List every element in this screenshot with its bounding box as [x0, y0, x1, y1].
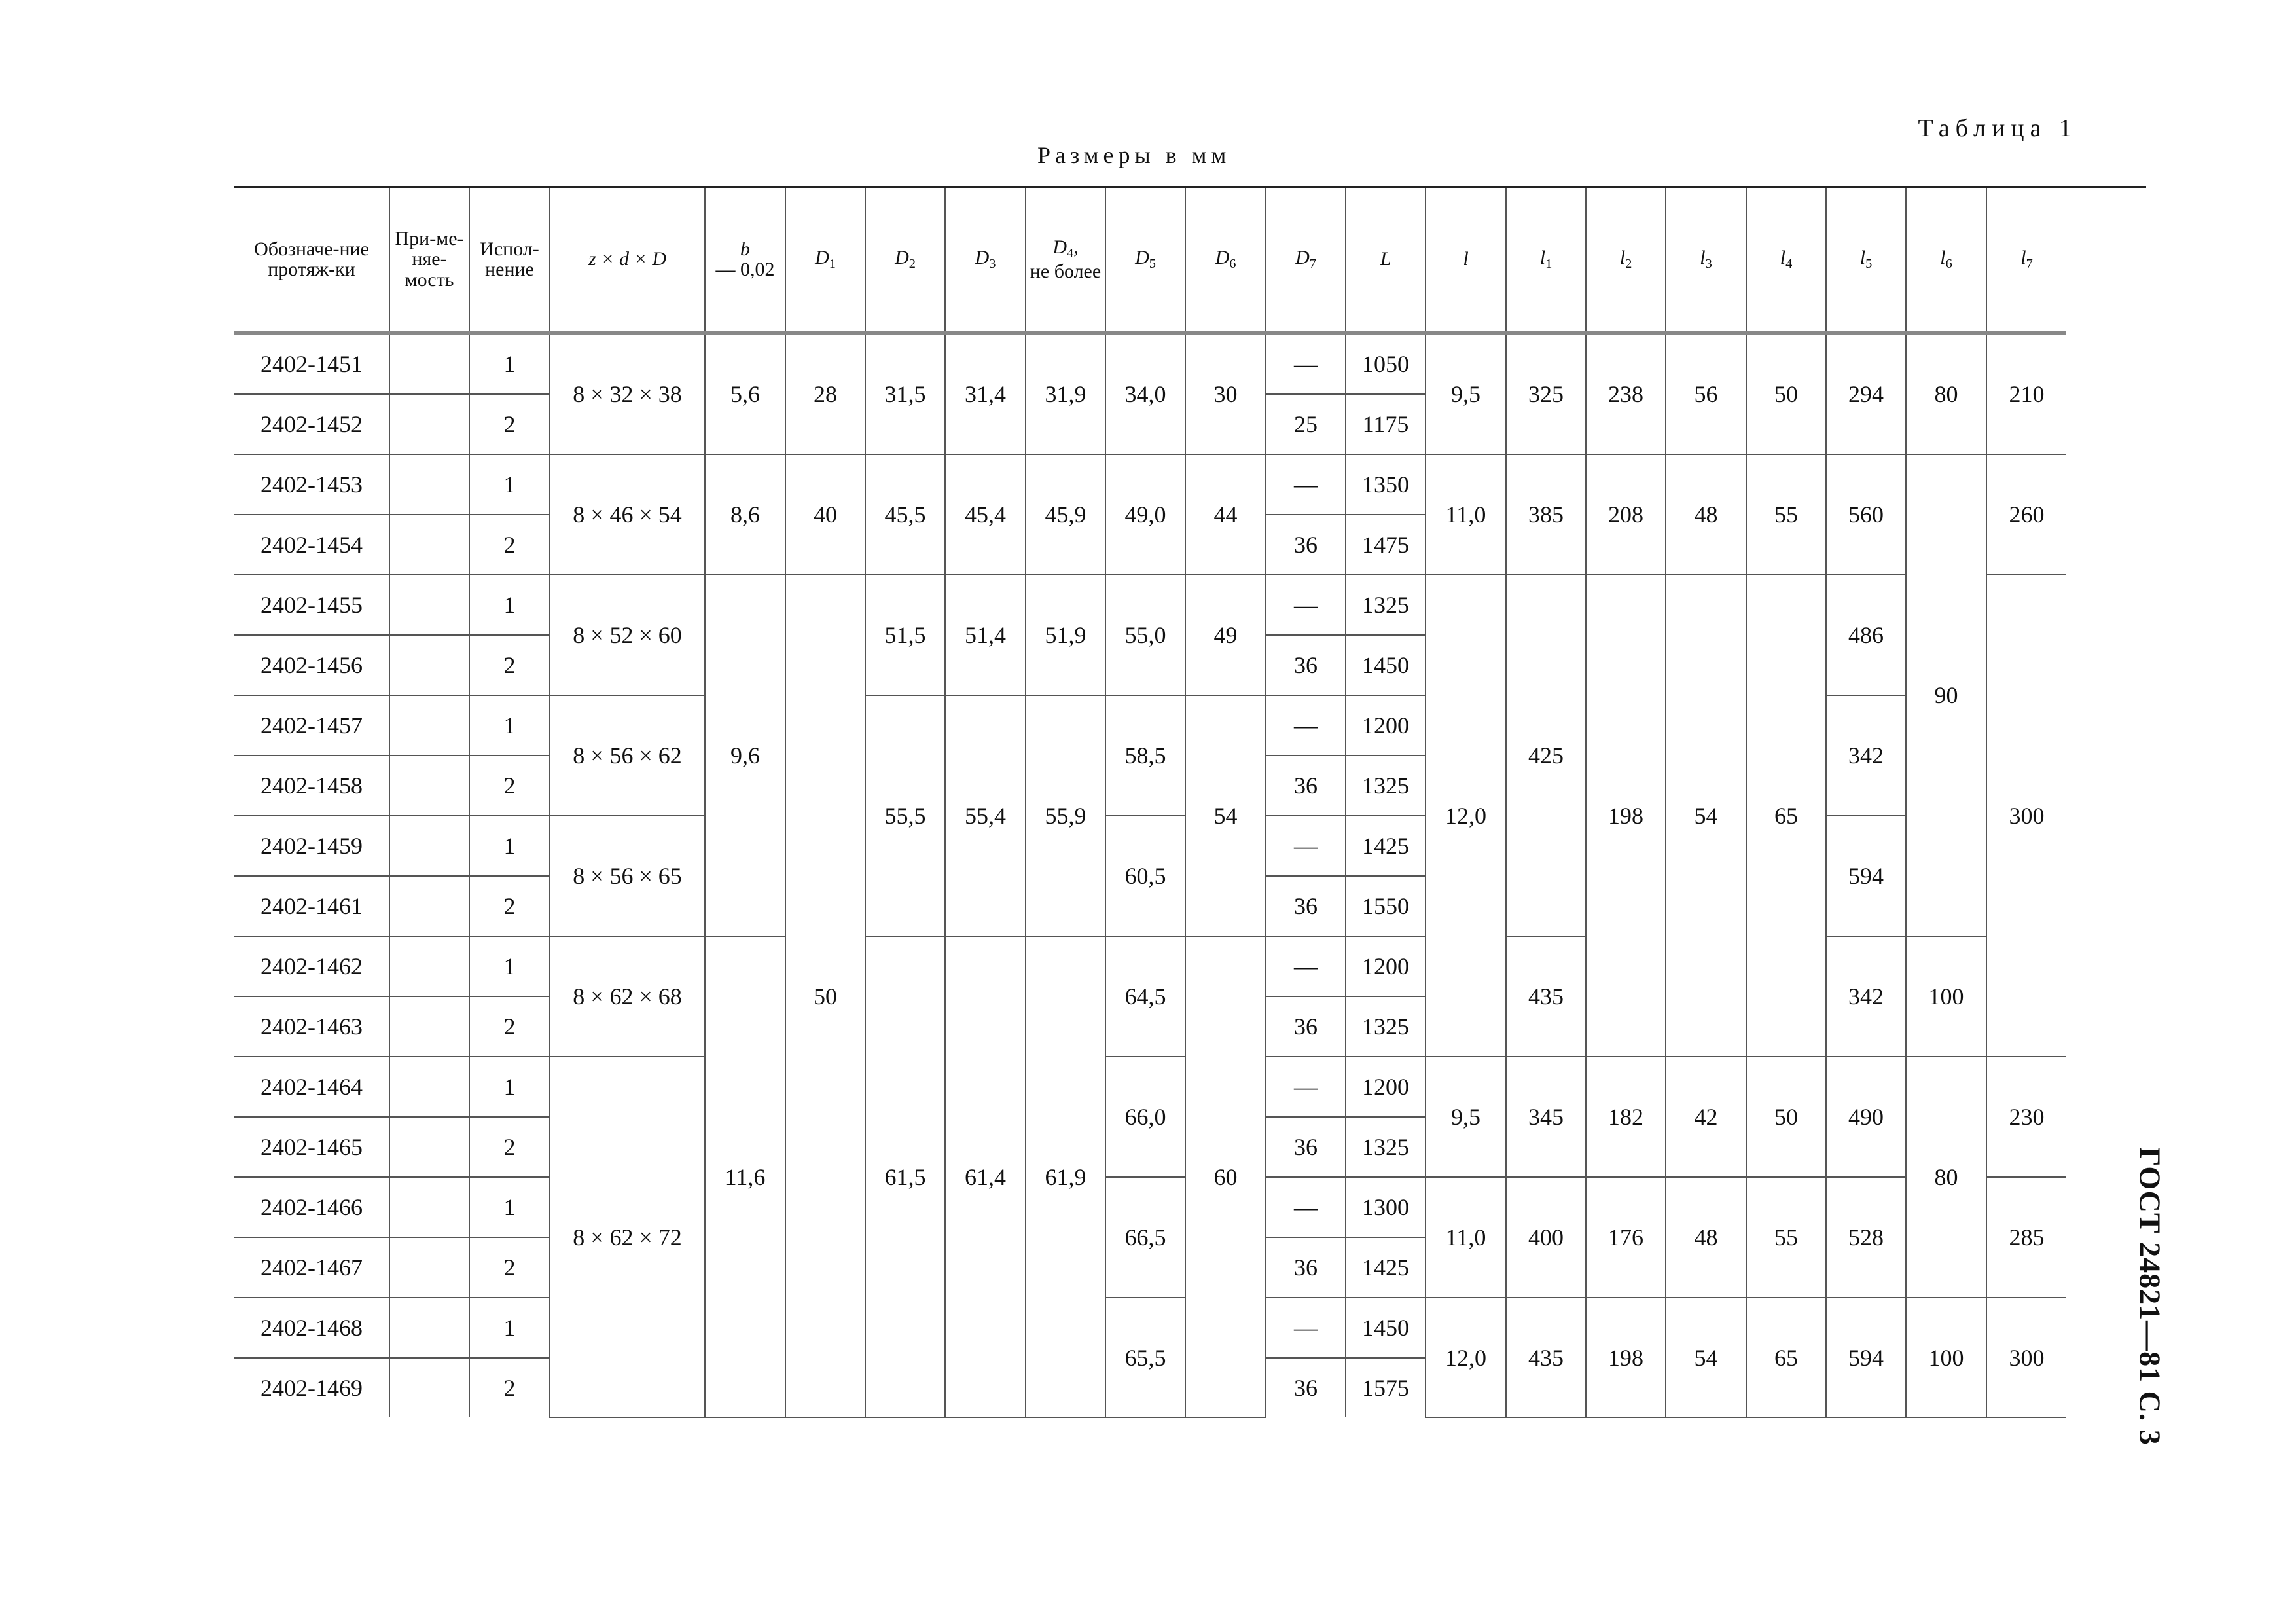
D7-cell: 36 [1266, 1117, 1346, 1177]
l6-cell: 100 [1906, 936, 1986, 1057]
header-D4-note: не более [1030, 260, 1102, 282]
D5-cell: 64,5 [1105, 936, 1185, 1057]
D4-cell: 55,9 [1026, 695, 1105, 936]
l4-cell: 55 [1746, 1177, 1826, 1298]
D6-cell: 49 [1185, 575, 1266, 695]
L-cell: 1350 [1346, 454, 1426, 515]
header-l1 [1506, 187, 1586, 333]
header-D3-symbol: D [975, 246, 990, 268]
D7-cell: — [1266, 936, 1346, 996]
applicability-cell [389, 816, 469, 876]
D7-cell: — [1266, 575, 1346, 635]
l6-cell: 80 [1906, 333, 1986, 454]
l2-cell: 198 [1586, 1298, 1666, 1417]
l7-cell: 230 [1986, 1057, 2066, 1177]
designation-cell: 2402-1463 [234, 996, 389, 1057]
D7-cell: 36 [1266, 515, 1346, 575]
l7-cell: 285 [1986, 1177, 2066, 1298]
l1-cell: 435 [1506, 1298, 1586, 1417]
l6-cell: 90 [1906, 454, 1986, 936]
l2-cell: 238 [1586, 333, 1666, 454]
l3-cell: 54 [1666, 575, 1746, 1057]
header-l7 [1986, 187, 2066, 333]
table-row [234, 575, 2146, 635]
l5-cell: 486 [1826, 575, 1906, 695]
l4-cell: 65 [1746, 1298, 1826, 1417]
D5-cell: 55,0 [1105, 575, 1185, 695]
designation-cell: 2402-1451 [234, 333, 389, 394]
version-cell: 2 [469, 876, 550, 936]
version-cell: 1 [469, 816, 550, 876]
l3-cell: 54 [1666, 1298, 1746, 1417]
header-D1 [785, 187, 865, 333]
D7-cell: 25 [1266, 394, 1346, 454]
header-D4: $D_4$, не более [1026, 187, 1105, 333]
l1-cell: 385 [1506, 454, 1586, 575]
l-cell: 12,0 [1426, 575, 1506, 1057]
L-cell: 1325 [1346, 996, 1426, 1057]
header-D7 [1266, 187, 1346, 333]
standard-code-text: ГОСТ 24821—81 С. 3 [2133, 1147, 2167, 1446]
D2-cell: 31,5 [865, 333, 945, 454]
l5-cell: 560 [1826, 454, 1906, 575]
units-caption: Размеры в мм [1037, 142, 1231, 168]
D5-cell: 34,0 [1105, 333, 1185, 454]
D3-cell: 61,4 [945, 936, 1026, 1417]
designation-cell: 2402-1462 [234, 936, 389, 996]
version-cell: 1 [469, 695, 550, 756]
designation-cell: 2402-1458 [234, 756, 389, 816]
L-cell: 1425 [1346, 816, 1426, 876]
zdD-cell: 8 × 56 × 62 [550, 695, 705, 816]
D6-cell: 54 [1185, 695, 1266, 936]
l4-cell: 65 [1746, 575, 1826, 1057]
D4-cell: 31,9 [1026, 333, 1105, 454]
D3-cell: 51,4 [945, 575, 1026, 695]
zdD-cell: 8 × 56 × 65 [550, 816, 705, 936]
header-D6 [1185, 187, 1266, 333]
applicability-cell [389, 515, 469, 575]
l2-cell: 176 [1586, 1177, 1666, 1298]
l5-cell: 342 [1826, 936, 1906, 1057]
header-D1-subscript: 1 [829, 256, 836, 271]
header-l1-symbol: l [1539, 246, 1546, 268]
l-cell: 9,5 [1426, 333, 1506, 454]
applicability-cell [389, 936, 469, 996]
D4-cell: 45,9 [1026, 454, 1105, 575]
applicability-cell [389, 635, 469, 695]
l3-cell: 56 [1666, 333, 1746, 454]
l4-cell: 50 [1746, 1057, 1826, 1177]
designation-cell: 2402-1453 [234, 454, 389, 515]
l3-cell: 48 [1666, 1177, 1746, 1298]
l-cell: 12,0 [1426, 1298, 1506, 1417]
b-cell: 11,6 [705, 936, 785, 1417]
applicability-cell [389, 996, 469, 1057]
version-cell: 2 [469, 996, 550, 1057]
l-cell: 11,0 [1426, 454, 1506, 575]
table-row [234, 695, 2146, 756]
applicability-cell [389, 454, 469, 515]
header-l3 [1666, 187, 1746, 333]
header-l6-subscript: 6 [1945, 256, 1952, 271]
b-cell: 8,6 [705, 454, 785, 575]
L-cell: 1475 [1346, 515, 1426, 575]
designation-cell: 2402-1464 [234, 1057, 389, 1117]
header-l4 [1746, 187, 1826, 333]
l4-cell: 55 [1746, 454, 1826, 575]
L-cell: 1575 [1346, 1358, 1426, 1417]
header-applicability: При-ме-няе-мость [389, 187, 469, 333]
designation-cell: 2402-1454 [234, 515, 389, 575]
applicability-cell [389, 695, 469, 756]
header-D2 [865, 187, 945, 333]
version-cell: 1 [469, 575, 550, 635]
l-cell: 9,5 [1426, 1057, 1506, 1177]
table-row [234, 454, 2146, 515]
designation-cell: 2402-1467 [234, 1237, 389, 1298]
header-b-symbol: b [740, 238, 750, 260]
table-row [234, 333, 2146, 394]
L-cell: 1550 [1346, 876, 1426, 936]
D7-cell: — [1266, 454, 1346, 515]
header-l7-symbol: l [2020, 246, 2026, 268]
l1-cell: 425 [1506, 575, 1586, 936]
l2-cell: 198 [1586, 575, 1666, 1057]
D6-cell: 44 [1185, 454, 1266, 575]
designation-cell: 2402-1469 [260, 1375, 363, 1401]
D2-cell: 51,5 [865, 575, 945, 695]
D5-cell: 65,5 [1105, 1298, 1185, 1417]
D2-cell: 61,5 [865, 936, 945, 1417]
D7-cell: — [1266, 816, 1346, 876]
header-D6-subscript: 6 [1229, 256, 1236, 271]
header-l5-symbol: l [1859, 246, 1866, 268]
header-l2-subscript: 2 [1625, 256, 1632, 271]
designation-cell: 2402-1455 [234, 575, 389, 635]
D3-cell: 31,4 [945, 333, 1026, 454]
header-D7-subscript: 7 [1309, 256, 1316, 271]
header-D2-subscript: 2 [908, 256, 916, 271]
version-cell: 1 [469, 1298, 550, 1358]
D7-cell: — [1266, 333, 1346, 394]
version-cell: 2 [469, 515, 550, 575]
header-D5-symbol: D [1135, 246, 1149, 268]
version-cell: 2 [469, 1237, 550, 1298]
header-D7-symbol: D [1295, 246, 1310, 268]
l7-cell: 210 [1986, 333, 2066, 454]
header-l6 [1906, 187, 1986, 333]
D1-cell: 50 [785, 575, 865, 1417]
L-cell: 1425 [1346, 1237, 1426, 1298]
D7-cell: — [1266, 1298, 1346, 1358]
version-cell: 1 [469, 1057, 550, 1117]
D6-cell: 60 [1185, 936, 1266, 1417]
version-cell: 2 [469, 1117, 550, 1177]
l2-cell: 182 [1586, 1057, 1666, 1177]
dimensions-table [234, 186, 2146, 1418]
header-D5-subscript: 5 [1149, 256, 1156, 271]
D6-cell: 30 [1185, 333, 1266, 454]
header-row [234, 187, 2146, 333]
l1-cell: 435 [1506, 936, 1586, 1057]
D1-cell: 40 [785, 454, 865, 575]
header-l5-subscript: 5 [1865, 256, 1873, 271]
version-cell: 2 [469, 394, 550, 454]
D7-cell: 36 [1266, 876, 1346, 936]
header-D3 [945, 187, 1026, 333]
L-cell: 1200 [1346, 936, 1426, 996]
header-designation: Обозначе-ние протяж-ки [234, 187, 389, 333]
L-cell: 1450 [1346, 1298, 1426, 1358]
l5-cell: 294 [1826, 333, 1906, 454]
l5-cell: 490 [1826, 1057, 1906, 1177]
header-l6-symbol: l [1940, 246, 1946, 268]
header-l2 [1586, 187, 1666, 333]
header-D3-subscript: 3 [989, 256, 996, 271]
D5-cell: 66,0 [1105, 1057, 1185, 1177]
l5-cell: 342 [1826, 695, 1906, 816]
D5-cell: 66,5 [1105, 1177, 1185, 1298]
l1-cell: 400 [1506, 1177, 1586, 1298]
version-cell: 1 [469, 333, 550, 394]
D3-cell: 55,4 [945, 695, 1026, 936]
applicability-cell [389, 333, 469, 394]
b-cell: 9,6 [705, 575, 785, 936]
l6-cell: 80 [1906, 1057, 1986, 1298]
l2-cell: 208 [1586, 454, 1666, 575]
header-b-tolerance: — 0,02 [715, 259, 775, 280]
header-l4-symbol: l [1780, 246, 1786, 268]
designation-cell: 2402-1468 [234, 1298, 389, 1358]
applicability-cell [389, 394, 469, 454]
header-l5 [1826, 187, 1906, 333]
header-D4-subscript: 4 [1066, 246, 1074, 261]
l7-cell: 300 [1986, 1298, 2066, 1417]
L-cell: 1325 [1346, 1117, 1426, 1177]
designation-cell: 2402-1457 [234, 695, 389, 756]
version-cell: 2 [469, 635, 550, 695]
b-cell: 5,6 [705, 333, 785, 454]
D5-cell: 49,0 [1105, 454, 1185, 575]
header-l7-subscript: 7 [2026, 256, 2033, 271]
L-cell: 1325 [1346, 756, 1426, 816]
l1-cell: 325 [1506, 333, 1586, 454]
header-D1-symbol: D [815, 246, 829, 268]
D7-cell: — [1266, 1177, 1346, 1237]
applicability-cell [389, 1177, 469, 1237]
l5-cell: 594 [1826, 1298, 1906, 1417]
header-D4-symbol: D [1052, 236, 1067, 258]
zdD-cell: 8 × 62 × 72 [550, 1057, 705, 1417]
D4-cell: 51,9 [1026, 575, 1105, 695]
designation-cell: 2402-1466 [234, 1177, 389, 1237]
D5-cell: 60,5 [1105, 816, 1185, 936]
l-cell: 11,0 [1426, 1177, 1506, 1298]
D3-cell: 45,4 [945, 454, 1026, 575]
L-cell: 1450 [1346, 635, 1426, 695]
D7-cell: 36 [1266, 996, 1346, 1057]
version-cell: 1 [469, 936, 550, 996]
header-l: l [1426, 187, 1506, 333]
D7-cell: 36 [1266, 635, 1346, 695]
L-cell: 1300 [1346, 1177, 1426, 1237]
applicability-cell [389, 1117, 469, 1177]
l3-cell: 48 [1666, 454, 1746, 575]
L-cell: 1200 [1346, 1057, 1426, 1117]
l4-cell: 50 [1746, 333, 1826, 454]
designation-cell: 2402-1459 [234, 816, 389, 876]
zdD-cell: 8 × 46 × 54 [550, 454, 705, 575]
header-l1-subscript: 1 [1545, 256, 1552, 271]
D7-cell: — [1266, 1057, 1346, 1117]
l3-cell: 42 [1666, 1057, 1746, 1177]
D7-cell: — [1266, 695, 1346, 756]
D5-cell: 58,5 [1105, 695, 1185, 816]
D7-cell: 36 [1266, 1358, 1346, 1417]
zdD-cell: 8 × 62 × 68 [550, 936, 705, 1057]
applicability-cell [389, 1298, 469, 1358]
header-l3-subscript: 3 [1705, 256, 1712, 271]
header-b [705, 187, 785, 333]
L-cell: 1050 [1346, 333, 1426, 394]
l5-cell: 528 [1826, 1177, 1906, 1298]
D4-cell: 61,9 [1026, 936, 1105, 1417]
applicability-cell [389, 756, 469, 816]
D7-cell: 36 [1266, 756, 1346, 816]
zdD-cell: 8 × 52 × 60 [550, 575, 705, 695]
l5-cell: 594 [1826, 816, 1906, 936]
header-l3-symbol: l [1700, 246, 1706, 268]
l7-cell: 260 [1986, 454, 2066, 575]
D1-cell: 28 [785, 333, 865, 454]
designation-cell: 2402-1461 [234, 876, 389, 936]
applicability-cell [389, 575, 469, 635]
D7-cell: 36 [1266, 1237, 1346, 1298]
version-cell: 2 [469, 1358, 550, 1417]
table-number: Таблица 1 [1918, 115, 2077, 142]
header-D6-symbol: D [1215, 246, 1230, 268]
designation-cell: 2402-1452 [234, 394, 389, 454]
header-D5 [1105, 187, 1185, 333]
applicability-cell [389, 1358, 469, 1417]
l7-cell: 300 [1986, 575, 2066, 1057]
zdD-cell: 8 × 32 × 38 [550, 333, 705, 454]
l6-cell: 100 [1906, 1298, 1986, 1417]
L-cell: 1175 [1346, 394, 1426, 454]
L-cell: 1200 [1346, 695, 1426, 756]
header-D2-symbol: D [895, 246, 909, 268]
version-cell: 2 [469, 756, 550, 816]
D2-cell: 45,5 [865, 454, 945, 575]
header-version: Испол-нение [469, 187, 550, 333]
l1-cell: 345 [1506, 1057, 1586, 1177]
applicability-cell [389, 1057, 469, 1117]
D2-cell: 55,5 [865, 695, 945, 936]
designation-cell: 2402-1456 [234, 635, 389, 695]
version-cell: 1 [469, 1177, 550, 1237]
header-L: L [1346, 187, 1426, 333]
table-row [234, 936, 2146, 996]
applicability-cell [389, 1237, 469, 1298]
version-cell: 1 [469, 454, 550, 515]
applicability-cell [389, 876, 469, 936]
header-zdD: z × d × D [550, 187, 705, 333]
L-cell: 1325 [1346, 575, 1426, 635]
header-l4-subscript: 4 [1785, 256, 1793, 271]
designation-cell: 2402-1465 [234, 1117, 389, 1177]
header-l2-symbol: l [1619, 246, 1626, 268]
